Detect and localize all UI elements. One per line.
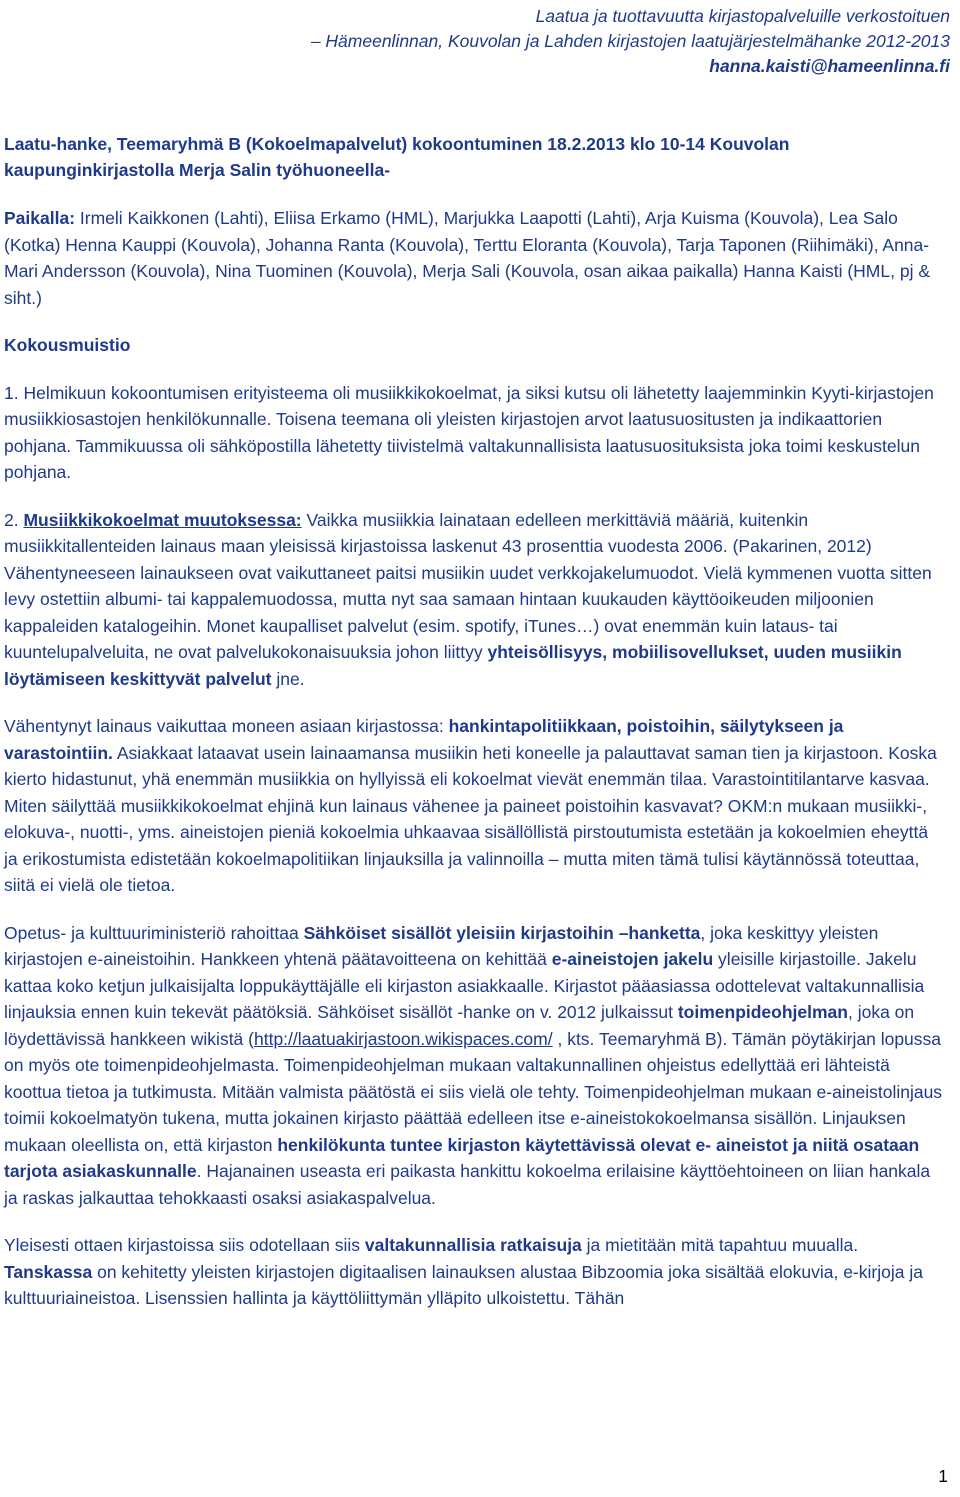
page-number: 1 — [938, 1466, 948, 1486]
header-line-1: Laatua ja tuottavuutta kirjastopalveluille verkostoituen — [535, 6, 950, 26]
item-2-bold: yhteisöllisyys, mobiilisovellukset, uuden musiikin löytämiseen keskittyvät palvelut — [4, 642, 902, 689]
attendees-paragraph — [4, 205, 944, 311]
general-paragraph — [4, 1232, 944, 1312]
attendees-label: Paikalla: — [4, 208, 76, 228]
item-2-heading: Musiikkikokoelmat muutoksessa: — [23, 509, 302, 530]
ministry-text-h: , kts. Teemaryhmä B). Tämän pöytäkirjan lopussa on myös ote toimenpideohjelmasta. Toimenpideohjelman mukaan valtakunnallinen ohjeistus edellyttää eri lähteistä koottua tietoa ja tutkimusta. Mitään valmista päätöstä ei siis vielä ole tehty. Toimenpideohjelman mukaan e-aineistolinjaus toimii kokoelmatyön tukena, mutta jokainen kirjasto päättää edelleen itse e-aineistokokoelmansa sisällön. Linjauksen mukaan oleellista on, että kirjaston — [4, 1028, 943, 1155]
lending-paragraph — [4, 713, 944, 899]
meeting-title: Laatu-hanke, Teemaryhmä B (Kokoelmapalvelut) kokoontuminen 18.2.2013 klo 10-14 Kouvolan kaupunginkirjastolla Merja Salin työhuoneella- — [4, 134, 790, 180]
lending-bold: hankintapolitiikkaan, poistoihin, säilytykseen ja varastointiin. — [4, 716, 844, 763]
item-2-tail: jne. — [271, 668, 305, 689]
ministry-text-j: . Hajanainen useasta eri paikasta hankittu kokoelma erilaisine käyttöehtoineen on liian hankala ja raskas jalkauttaa tehokkaasti osaksi asiakaspalvelua. — [4, 1161, 931, 1208]
header-line-2: – Hämeenlinnan, Kouvolan ja Lahden kirjastojen laatujärjestelmähanke 2012-2013 — [310, 31, 950, 51]
item-1-paragraph: 1. Helmikuun kokoontumisen erityisteema oli musiikkikokoelmat, ja siksi kutsu oli lähetetty laajemminkin Kyyti-kirjastojen musiikkiosastojen henkilökunnalle. Toisena teemana oli yleisten kirjastojen arvot laatusuositusten ja indikaattorien pohjana. Tammikuussa oli sähköpostilla lähetetty tiivistelmä valtakunnallisista laatusuosituksista joka toimi keskustelun pohjana. — [4, 382, 934, 482]
document-body — [4, 205, 944, 1312]
ministry-text-c: , joka keskittyy yleisten kirjastojen e-aineistoihin. Hankkeen yhtenä päätavoitteena on kehittää — [4, 922, 879, 969]
item-2-paragraph — [4, 507, 944, 693]
ministry-bold-staff: henkilökunta tuntee kirjaston käytettävissä olevat e- aineistot ja niitä osataan tarjota asiakaskunnalle — [4, 1134, 920, 1181]
item-2-text: Vaikka musiikkia lainataan edelleen merkittäviä määriä, kuitenkin musiikkitallenteiden lainaus maan yleisissä kirjastoissa laskenut 43 prosenttia vuodesta 2006. (Pakarinen, 2012) Vähentyneeseen lainaukseen ovat vaikuttaneet paitsi musiikin uudet verkkojakelumuodot. Vielä kymmenen vuotta sitten levy ostettiin albumi- tai kappalemuodossa, mutta nyt saa samaan hintaan kuukauden käyttöoikeuden miljoonien kappaleiden katalogeihin. Monet kaupalliset palvelut (esim. spotify, iTunes…) ovat enemmän kuin lataus- tai kuuntelupalveluita, ne ovat palvelukokonaisuuksia johon liittyy — [4, 509, 932, 662]
wiki-link[interactable]: http://laatuakirjastoon.wikispaces.com/ — [253, 1028, 553, 1049]
ministry-text-e: yleisille kirjastoille. Jakelu kattaa koko ketjun julkaisijalta loppukäyttäjälle eli kirjaston asiakkaalle. Kirjastot pääasiassa odottelevat valtakunnallisia linjauksia ennen kuin tekevät päätöksiä. Sähköiset sisällöt -hanke on v. 2012 julkaissut — [4, 949, 925, 1022]
general-bold-denmark: Tanskassa — [4, 1261, 93, 1282]
header-email: hanna.kaisti@hameenlinna.fi — [709, 56, 950, 76]
ministry-bold-program: toimenpideohjelman — [677, 1002, 848, 1022]
ministry-bold-distribution: e-aineistojen jakelu — [551, 949, 714, 969]
ministry-bold-project: Sähköiset sisällöt yleisiin kirjastoihin –hanketta — [303, 922, 701, 943]
ministry-text-g: , joka on löydettävissä hankkeen wikistä ( — [4, 1002, 915, 1049]
attendees-list: Irmeli Kaikkonen (Lahti), Eliisa Erkamo (HML), Marjukka Laapotti (Lahti), Arja Kuisma (Kouvola), Lea Salo (Kotka) Henna Kauppi (Kouvola), Johanna Ranta (Kouvola), Terttu Eloranta (Kouvola), Tarja Taponen (Riihimäki), Anna-Mari Andersson (Kouvola), Nina Tuominen (Kouvola), Merja Sali (Kouvola, osan aikaa paikalla) Hanna Kaisti (HML, pj & siht.) — [4, 208, 930, 308]
ministry-paragraph — [4, 920, 944, 1212]
general-text-c: ja mietitään mitä tapahtuu muualla. — [581, 1235, 859, 1255]
lending-text-a: Vähentynyt lainaus vaikuttaa moneen asiaan kirjastossa: — [4, 716, 449, 736]
page-header — [311, 4, 950, 79]
item-2-number: 2. — [4, 509, 24, 530]
ministry-text-a: Opetus- ja kulttuuriministeriö rahoittaa — [4, 922, 304, 943]
lending-text-c: Asiakkaat lataavat usein lainaamansa musiikin heti koneelle ja palauttavat saman tien ja kirjastoon. Koska kierto hidastunut, yhä enemmän musiikkia on hyllyissä eli kokoelmat vievät enemmän tilaa. Varastointitilantarve kasvaa. Miten säilyttää musiikkikokoelmat ehjinä kun lainaus vähenee ja paineet poistoihin kasvavat? OKM:n mukaan musiikki-, elokuva-, nuotti-, yms. aineistojen pieniä kokoelmia uhkaavaa sisällöllistä pirstoutumista estetään ja kokoelmien eheyttä ja erikostumista edistetään kokoelmapolitiikan linjauksilla ja valinnoilla – mutta miten tämä tulisi käytännössä toteuttaa, siitä ei vielä ole tietoa. — [4, 742, 937, 895]
general-text-a: Yleisesti ottaen kirjastoissa siis odotellaan siis — [4, 1235, 365, 1255]
general-text-e: on kehitetty yleisten kirjastojen digitaalisen lainauksen alustaa Bibzoomia joka sisältää elokuvia, e-kirjoja ja kulttuuriaineistoa. Lisenssien hallinta ja käyttöliittymän ylläpito ulkoistettu. Tähän — [4, 1261, 923, 1308]
general-bold-solutions: valtakunnallisia ratkaisuja — [364, 1235, 582, 1255]
memo-heading: Kokousmuistio — [4, 335, 131, 355]
